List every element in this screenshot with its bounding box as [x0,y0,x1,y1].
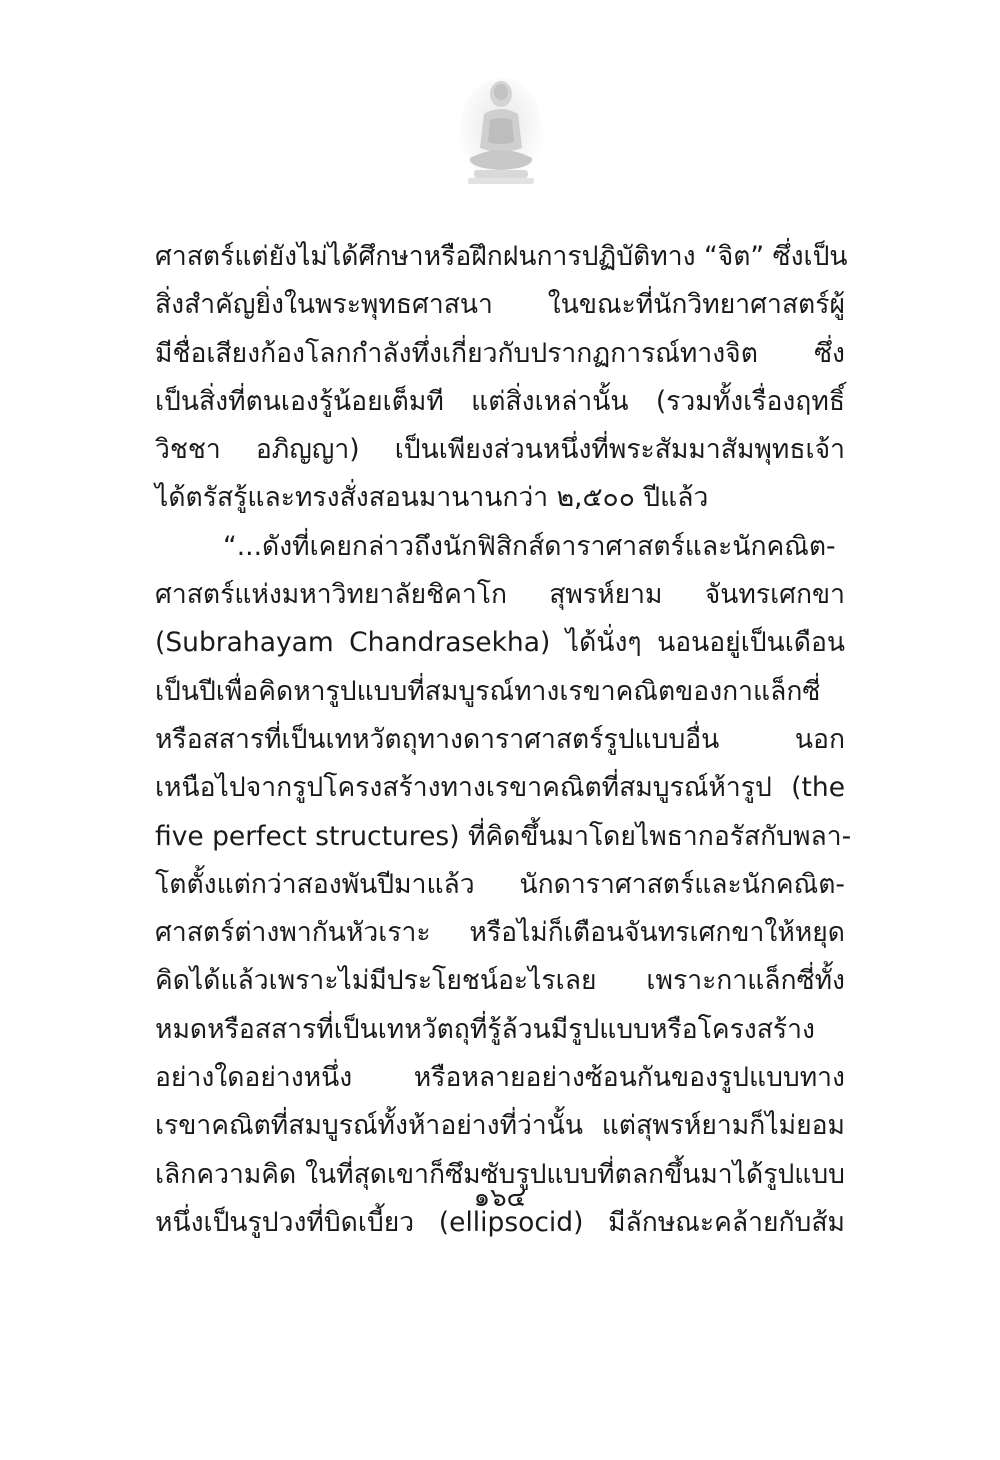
text-line: “...ดังที่เคยกล่าวถึงนักฟิสิกส์ดาราศาสตร์และนักคณิต- [223,530,836,562]
text-line: หมดหรือสสารที่เป็นเทหวัตถุที่รู้ล้วนมีรูปแบบหรือโครงสร้าง [155,1013,815,1045]
text-line: คิดได้แล้วเพราะไม่มีประโยชน์อะไรเลย เพราะกาแล็กซี่ทั้ง [155,965,845,997]
text-line: วิชชา อภิญญา) เป็นเพียงส่วนหนึ่งที่พระสัมมาสัมพุทธเจ้า [155,434,845,466]
seated-buddha-monk-watermark-icon [456,70,546,188]
text-line: ศาสตร์ต่างพากันหัวเราะ หรือไม่ก็เตือนจันทรเศกขาให้หยุด [155,917,845,949]
text-line: โตตั้งแต่กว่าสองพันปีมาแล้ว นักดาราศาสตร์และนักคณิต- [155,868,845,900]
text-line: หรือสสารที่เป็นเทหวัตถุทางดาราศาสตร์รูปแบบอื่น นอก [155,723,845,755]
text-line: (Subrahayam Chandrasekha) ได้นั่งๆ นอนอยู่เป็นเดือน [155,627,845,659]
body-text [155,233,852,1247]
text-line: หนึ่งเป็นรูปวงที่บิดเบี้ยว (ellipsocid) มีลักษณะคล้ายกับส้ม [155,1206,845,1238]
text-line: five perfect structures) ที่คิดขึ้นมาโดยไพธากอรัสกับพลา- [155,820,852,852]
text-line: ได้ตรัสรู้และทรงสั่งสอนมานานกว่า ๒,๕๐๐ ปีแล้ว [155,482,709,514]
text-line: ศาสตร์แห่งมหาวิทยาลัยชิคาโก สุพรห์ยาม จันทรเศกขา [155,579,845,611]
text-line: สิ่งสำคัญยิ่งในพระพุทธศาสนา ในขณะที่นักวิทยาศาสตร์ผู้ [155,289,845,321]
text-line: เป็นปีเพื่อคิดหารูปแบบที่สมบูรณ์ทางเรขาคณิตของกาแล็กซี่ [155,675,821,707]
text-line: มีชื่อเสียงก้องโลกกำลังทึ่งเกี่ยวกับปรากฏการณ์ทางจิต ซึ่ง [155,337,845,369]
text-line: เหนือไปจากรูปโครงสร้างทางเรขาคณิตที่สมบูรณ์ห้ารูป (the [155,772,845,804]
text-line: ศาสตร์แต่ยังไม่ได้ศึกษาหรือฝึกฝนการปฏิบัติทาง “จิต” ซึ่งเป็น [155,241,848,272]
page-number: ๑๖๔ [473,1183,527,1213]
text-line: เป็นสิ่งที่ตนเองรู้น้อยเต็มที แต่สิ่งเหล่านั้น (รวมทั้งเรื่องฤทธิ์ [155,385,845,417]
text-line: เลิกความคิด ในที่สุดเขาก็ซึมซับรูปแบบที่ตลกขึ้นมาได้รูปแบบ [155,1158,845,1190]
text-line: เรขาคณิตที่สมบูรณ์ทั้งห้าอย่างที่ว่านั้น แต่สุพรห์ยามก็ไม่ยอม [155,1110,845,1142]
text-line: อย่างใดอย่างหนึ่ง หรือหลายอย่างซ้อนกันของรูปแบบทาง [155,1062,845,1094]
